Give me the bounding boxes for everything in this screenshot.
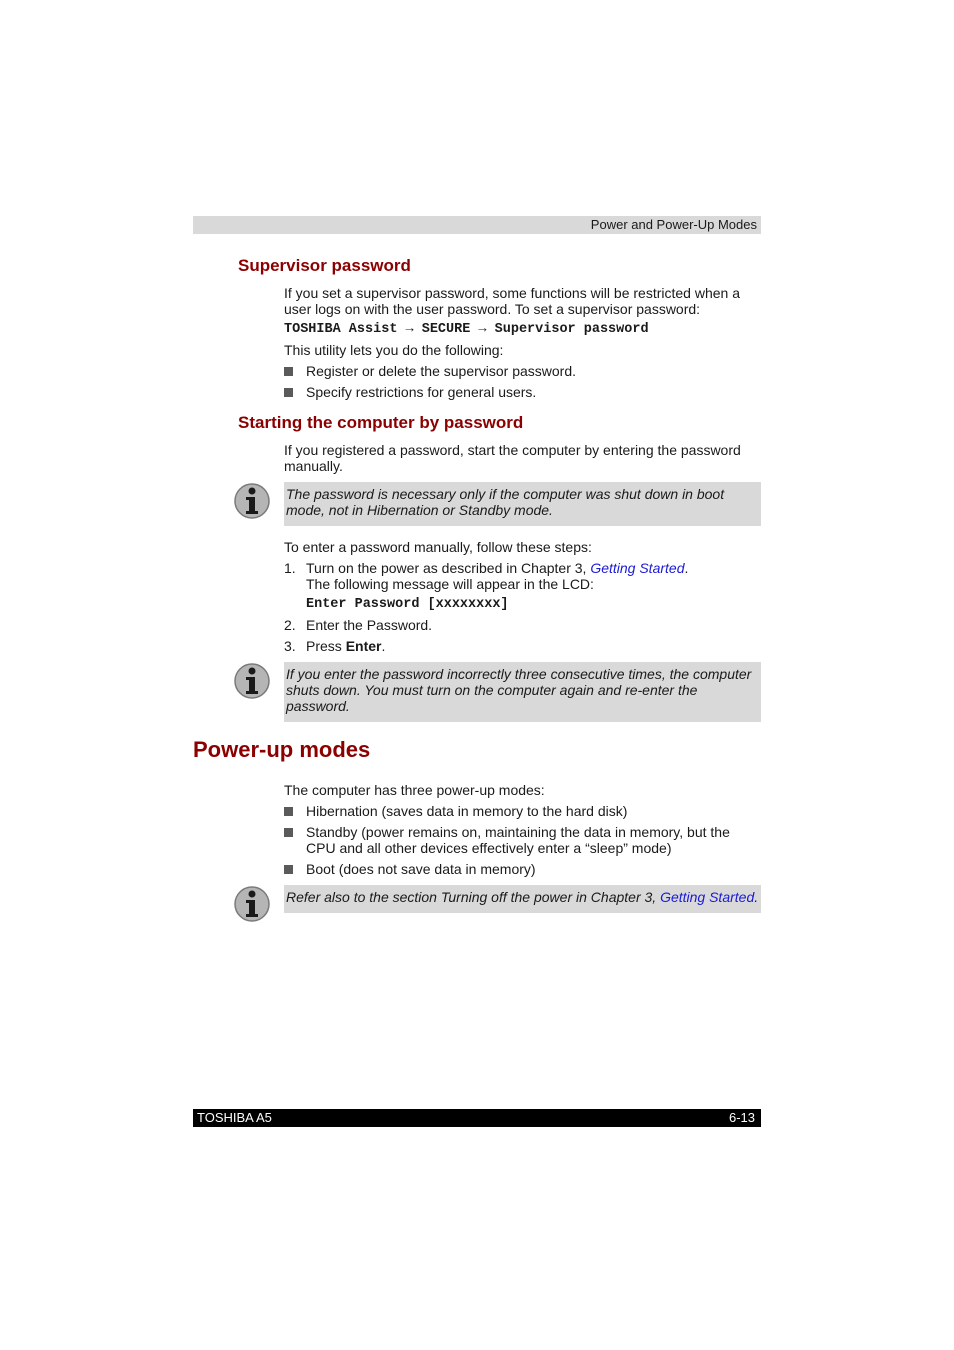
starting-heading: Starting the computer by password: [238, 413, 524, 432]
bullet-square-icon: [284, 828, 293, 837]
getting-started-link[interactable]: Getting Started: [660, 889, 755, 905]
bullet-square-icon: [284, 367, 293, 376]
info-icon: [233, 662, 271, 700]
bullet-square-icon: [284, 807, 293, 816]
footer-model: TOSHIBA A5: [197, 1110, 272, 1125]
info-icon: [233, 482, 271, 520]
note-box: [284, 482, 761, 526]
info-icon: [233, 885, 271, 923]
bullet-square-icon: [284, 388, 293, 397]
powerup-lead: The computer has three power-up modes:: [284, 782, 545, 798]
supervisor-lead: This utility lets you do the following:: [284, 342, 504, 358]
powerup-heading: Power-up modes: [193, 737, 371, 762]
page-header: [193, 216, 761, 234]
note-text: Refer also to the section Turning off the power in Chapter 3, Getting Started.: [286, 889, 759, 905]
note-box: [284, 662, 761, 722]
note-text: The password is necessary only if the computer was shut down in boot mode, not in Hibernation or Standby mode.: [286, 486, 725, 518]
page-footer: [193, 1109, 761, 1127]
getting-started-link[interactable]: Getting Started: [590, 560, 685, 576]
note-text: If you enter the password incorrectly three consecutive times, the computer shuts down. You must turn on the computer again and re-enter the password.: [286, 666, 752, 714]
supervisor-intro: If you set a supervisor password, some functions will be restricted when a user logs on with the user password. To set a supervisor password:: [284, 285, 740, 317]
starting-intro: If you registered a password, start the computer by entering the password manually.: [284, 442, 741, 474]
header-section-title: Power and Power-Up Modes: [590, 217, 757, 232]
note-box: [284, 885, 761, 913]
lcd-message: Enter Password [xxxxxxxx]: [306, 597, 509, 612]
page-number: 6-13: [728, 1110, 755, 1125]
supervisor-heading: Supervisor password: [238, 256, 411, 275]
supervisor-path: TOSHIBA Assist → SECURE → Supervisor password: [284, 322, 649, 337]
bullet-square-icon: [284, 865, 293, 874]
steps-lead: To enter a password manually, follow these steps:: [284, 539, 592, 555]
